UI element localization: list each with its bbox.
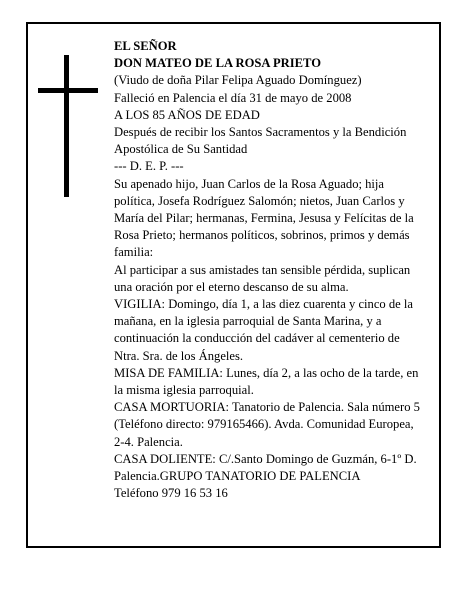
obituary-text <box>114 38 424 502</box>
family-paragraph: Su apenado hijo, Juan Carlos de la Rosa Aguado; hija política, Josefa Rodríguez Salomón; nietos, Juan Carlos y María del Pilar; hermanas, Fermina, Jesusa y Felícitas de la Rosa Prieto; hermanos políticos, sobrinos, primos y demás familia: <box>114 176 414 260</box>
vigil-paragraph: VIGILIA: Domingo, día 1, a las diez cuarenta y cinco de la mañana, en la iglesia parroquial de Santa Marina, y a continuación la conducción del cadáver al cementerio de Ntra. Sra. de los Ángeles. <box>114 297 413 363</box>
deceased-name: DON MATEO DE LA ROSA PRIETO <box>114 56 322 71</box>
rip-line: --- D. E. P. --- <box>114 159 184 174</box>
age-line: A LOS 85 AÑOS DE EDAD <box>114 107 260 122</box>
request-paragraph: Al participar a sus amistades tan sensible pérdida, suplican una oración por el eterno descanso de su alma. <box>114 262 411 294</box>
mass-paragraph: MISA DE FAMILIA: Lunes, día 2, a las ocho de la tarde, en la misma iglesia parroquial. <box>114 365 419 398</box>
death-line: Falleció en Palencia el día 31 de mayo de 2008 <box>114 90 352 105</box>
phone-line: Teléfono 979 16 53 16 <box>114 486 228 501</box>
mourning-house-paragraph: CASA DOLIENTE: C/.Santo Domingo de Guzmán, 6-1º D. Palencia.GRUPO TANATORIO DE PALENCIA <box>114 451 417 484</box>
cross-vertical-bar <box>64 55 69 197</box>
mortuary-paragraph: CASA MORTUORIA: Tanatorio de Palencia. Sala número 5 (Teléfono directo: 979165466). Avda. Comunidad Europea, 2-4. Palencia. <box>114 400 420 449</box>
sacraments-line: Después de recibir los Santos Sacramentos y la Bendición Apostólica de Su Santidad <box>114 125 407 157</box>
title-line: EL SEÑOR <box>114 39 177 53</box>
cross-icon <box>38 55 98 197</box>
cross-horizontal-bar <box>38 88 98 93</box>
widower-line: (Viudo de doña Pilar Felipa Aguado Domínguez) <box>114 73 362 88</box>
